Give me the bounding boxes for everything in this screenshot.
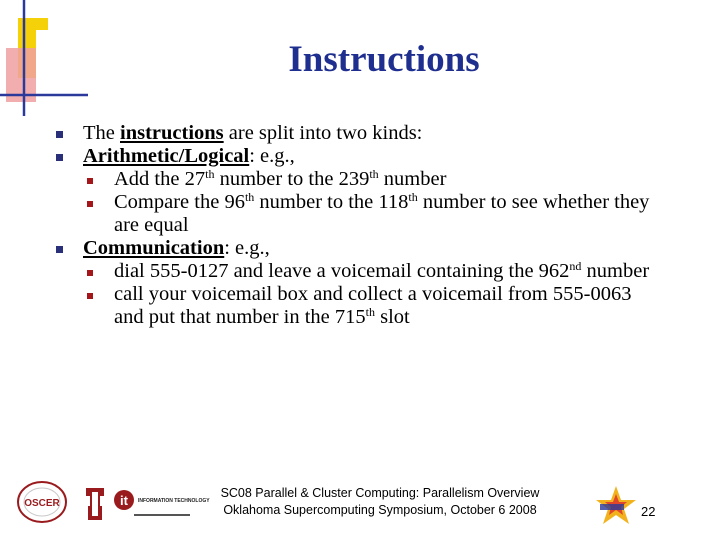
square-bullet-icon bbox=[56, 131, 63, 138]
instructions-term: instructions bbox=[120, 122, 224, 144]
arithmetic-logical-term: Arithmetic/Logical bbox=[83, 145, 250, 167]
svg-text:it: it bbox=[120, 493, 128, 508]
slide-title: Instructions bbox=[288, 39, 480, 80]
footer-line-2: Oklahoma Supercomputing Symposium, October 6 2008 bbox=[223, 503, 537, 517]
square-bullet-icon bbox=[87, 270, 93, 276]
oscer-logo bbox=[18, 482, 66, 522]
square-bullet-icon bbox=[87, 201, 93, 207]
bullet-item-2: Arithmetic/Logical: e.g., bbox=[56, 145, 666, 168]
sub-bullet-add: Add the 27th number to the 239th number bbox=[87, 168, 666, 191]
square-bullet-icon bbox=[87, 178, 93, 184]
sc-star-logo bbox=[594, 484, 638, 528]
footer-logos bbox=[14, 478, 214, 528]
slide-body bbox=[56, 122, 666, 329]
sub-bullet-dial: dial 555-0127 and leave a voicemail containing the 962nd number bbox=[87, 260, 666, 283]
square-bullet-icon bbox=[87, 293, 93, 299]
footer-line-1: SC08 Parallel & Cluster Computing: Parallelism Overview bbox=[220, 486, 540, 500]
svg-text:INFORMATION TECHNOLOGY: INFORMATION TECHNOLOGY bbox=[138, 498, 210, 504]
communication-term: Communication bbox=[83, 237, 225, 259]
sub-bullet-compare: Compare the 96th number to the 118th number to see whether they are equal bbox=[87, 191, 666, 237]
footer bbox=[195, 485, 565, 519]
square-bullet-icon bbox=[56, 246, 63, 253]
square-bullet-icon bbox=[56, 154, 63, 161]
ou-logo bbox=[86, 488, 104, 520]
bullet-item-3: Communication: e.g., bbox=[56, 237, 666, 260]
page-number: 22 bbox=[641, 504, 656, 519]
svg-text:OSCER: OSCER bbox=[24, 498, 60, 509]
sub-bullet-call: call your voicemail box and collect a voicemail from 555-0063 and put that number in the 715th slot bbox=[87, 283, 666, 329]
bullet-item-1: The instructions are split into two kinds: bbox=[56, 122, 666, 145]
